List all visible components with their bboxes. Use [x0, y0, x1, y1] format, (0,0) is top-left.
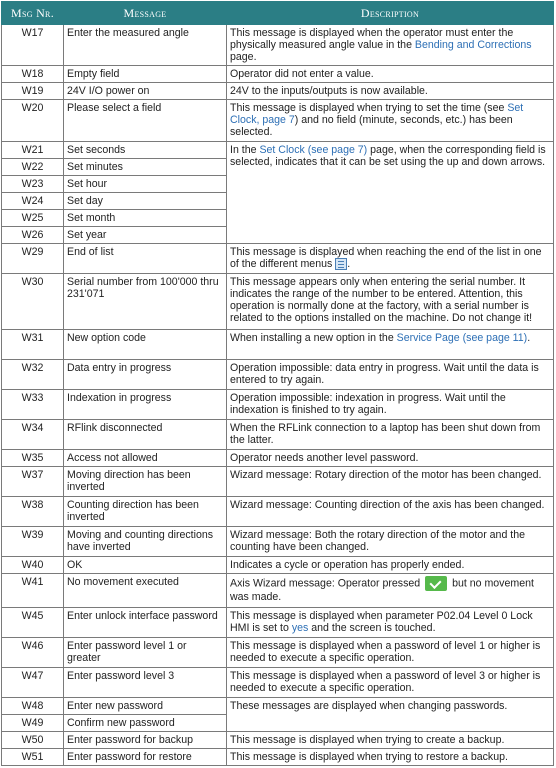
msg-description	[227, 608, 554, 638]
msg-text: Empty field	[64, 66, 227, 83]
msg-description: 24V to the inputs/outputs is now available.	[227, 83, 554, 100]
msg-text: RFlink disconnected	[64, 420, 227, 450]
msg-code: W18	[2, 66, 64, 83]
table-row	[2, 608, 554, 638]
msg-description: Wizard message: Rotary direction of the motor has been changed.	[227, 467, 554, 497]
link-service-page[interactable]: Service Page (see page 11)	[396, 332, 528, 344]
link-set-clock[interactable]: Set Clock, page 7	[230, 102, 524, 126]
msg-code: W40	[2, 557, 64, 574]
msg-description: This message is displayed when trying to restore a backup.	[227, 749, 554, 766]
desc-text: but no movement was made.	[230, 577, 534, 603]
msg-description: This message is displayed when trying to create a backup.	[227, 732, 554, 749]
msg-text: Set year	[64, 227, 227, 244]
table-row	[2, 66, 554, 83]
msg-description-group-passwords: These messages are displayed when changing passwords.	[227, 698, 554, 732]
msg-code: W31	[2, 330, 64, 360]
table-row	[2, 420, 554, 450]
msg-text: Set minutes	[64, 159, 227, 176]
table-row	[2, 330, 554, 360]
msg-text: Serial number from 100'000 thru 231'071	[64, 274, 227, 330]
msg-code: W17	[2, 25, 64, 66]
msg-code: W23	[2, 176, 64, 193]
list-icon	[335, 258, 347, 270]
msg-code: W24	[2, 193, 64, 210]
msg-code: W35	[2, 450, 64, 467]
msg-text: Enter password level 1 or greater	[64, 638, 227, 668]
msg-code: W49	[2, 715, 64, 732]
table-row	[2, 390, 554, 420]
link-set-clock[interactable]: Set Clock (see page 7)	[259, 144, 368, 156]
msg-description: Indicates a cycle or operation has properly ended.	[227, 557, 554, 574]
desc-text: ) and no field (minute, seconds, etc.) has been selected.	[230, 114, 513, 138]
msg-code: W21	[2, 142, 64, 159]
desc-text: This message is displayed when parameter P02.04 Level 0 Lock HMI is set to	[230, 610, 533, 634]
table-row	[2, 467, 554, 497]
msg-text: 24V I/O power on	[64, 83, 227, 100]
check-ok-icon	[425, 576, 447, 591]
msg-text: Moving direction has been inverted	[64, 467, 227, 497]
desc-text: page.	[230, 51, 257, 63]
msg-text: Confirm new password	[64, 715, 227, 732]
msg-text: Enter the measured angle	[64, 25, 227, 66]
desc-text: This message is displayed when trying to set the time (see	[230, 102, 508, 114]
desc-text: Axis Wizard message: Operator pressed	[230, 577, 424, 590]
msg-description	[227, 244, 554, 274]
msg-text: Moving and counting directions have inverted	[64, 527, 227, 557]
msg-text: Data entry in progress	[64, 360, 227, 390]
msg-code: W29	[2, 244, 64, 274]
msg-text: Enter unlock interface password	[64, 608, 227, 638]
msg-description-group-set-clock	[227, 142, 554, 244]
table-row	[2, 274, 554, 330]
table-row	[2, 574, 554, 608]
table-row	[2, 360, 554, 390]
msg-description: This message appears only when entering the serial number. It indicates the range of the number to be entered. Attention, this operation is normally done at the factory, with a serial number is related to the options installed on the machine. Do not change it!	[227, 274, 554, 330]
msg-description: Operation impossible: data entry in progress. Wait until the data is entered to try again.	[227, 360, 554, 390]
desc-text: This message is displayed when the operator must enter the physically measured angle value in the	[230, 27, 514, 51]
desc-text: and the screen is touched.	[308, 622, 436, 634]
desc-text: In the	[230, 144, 260, 156]
desc-text: page, when the corresponding field is selected, indicates that it can be set using the up and down arrows.	[230, 144, 546, 168]
desc-text: This message is displayed when reaching the end of the list in one of the different menus	[230, 246, 542, 270]
msg-text: Set seconds	[64, 142, 227, 159]
msg-description: Wizard message: Counting direction of the axis has been changed.	[227, 497, 554, 527]
table-row	[2, 497, 554, 527]
msg-text: Enter password for restore	[64, 749, 227, 766]
msg-code: W37	[2, 467, 64, 497]
msg-description	[227, 574, 554, 608]
desc-text: When installing a new option in the	[230, 332, 397, 344]
msg-code: W39	[2, 527, 64, 557]
msg-code: W50	[2, 732, 64, 749]
table-row	[2, 557, 554, 574]
table-row	[2, 100, 554, 142]
msg-text: Enter password level 3	[64, 668, 227, 698]
msg-text: Set day	[64, 193, 227, 210]
msg-text: OK	[64, 557, 227, 574]
header-msg-nr: Msg Nr.	[2, 2, 64, 25]
msg-code: W25	[2, 210, 64, 227]
msg-code: W45	[2, 608, 64, 638]
msg-description	[227, 25, 554, 66]
table-row	[2, 83, 554, 100]
msg-code: W22	[2, 159, 64, 176]
table-row	[2, 450, 554, 467]
header-description: Description	[227, 2, 554, 25]
msg-text: Set hour	[64, 176, 227, 193]
header-message: Message	[64, 2, 227, 25]
msg-description: This message is displayed when a password of level 1 or higher is needed to execute a specific operation.	[227, 638, 554, 668]
message-table	[1, 1, 554, 766]
msg-description: Operator did not enter a value.	[227, 66, 554, 83]
table-header-row	[2, 2, 554, 25]
msg-code: W38	[2, 497, 64, 527]
msg-code: W47	[2, 668, 64, 698]
table-row	[2, 25, 554, 66]
msg-text: Please select a field	[64, 100, 227, 142]
msg-description	[227, 330, 554, 360]
msg-text: Set month	[64, 210, 227, 227]
table-row	[2, 638, 554, 668]
msg-text: Enter new password	[64, 698, 227, 715]
msg-code: W34	[2, 420, 64, 450]
table-row	[2, 668, 554, 698]
msg-code: W26	[2, 227, 64, 244]
msg-code: W19	[2, 83, 64, 100]
table-row	[2, 244, 554, 274]
msg-code: W33	[2, 390, 64, 420]
msg-description: Wizard message: Both the rotary direction of the motor and the counting have been changed.	[227, 527, 554, 557]
table-row	[2, 749, 554, 766]
desc-text: .	[527, 332, 531, 344]
msg-description: When the RFLink connection to a laptop has been shut down from the latter.	[227, 420, 554, 450]
msg-code: W32	[2, 360, 64, 390]
msg-code: W41	[2, 574, 64, 608]
table-row	[2, 142, 554, 159]
msg-text: No movement executed	[64, 574, 227, 608]
msg-description: Operation impossible: indexation in progress. Wait until the indexation is finished to try again.	[227, 390, 554, 420]
msg-code: W48	[2, 698, 64, 715]
msg-description: Operator needs another level password.	[227, 450, 554, 467]
msg-text: End of list	[64, 244, 227, 274]
msg-code: W46	[2, 638, 64, 668]
desc-text: .	[347, 258, 351, 270]
msg-code: W20	[2, 100, 64, 142]
table-row	[2, 527, 554, 557]
msg-description: This message is displayed when a password of level 3 or higher is needed to execute a specific operation.	[227, 668, 554, 698]
table-row	[2, 732, 554, 749]
msg-description	[227, 100, 554, 142]
msg-text: Indexation in progress	[64, 390, 227, 420]
msg-text: Access not allowed	[64, 450, 227, 467]
msg-code: W30	[2, 274, 64, 330]
link-bending-corrections[interactable]: Bending and Corrections	[414, 39, 532, 51]
msg-text: Counting direction has been inverted	[64, 497, 227, 527]
msg-code: W51	[2, 749, 64, 766]
msg-text: New option code	[64, 330, 227, 360]
link-yes[interactable]: yes	[291, 622, 309, 634]
table-row	[2, 698, 554, 715]
msg-text: Enter password for backup	[64, 732, 227, 749]
